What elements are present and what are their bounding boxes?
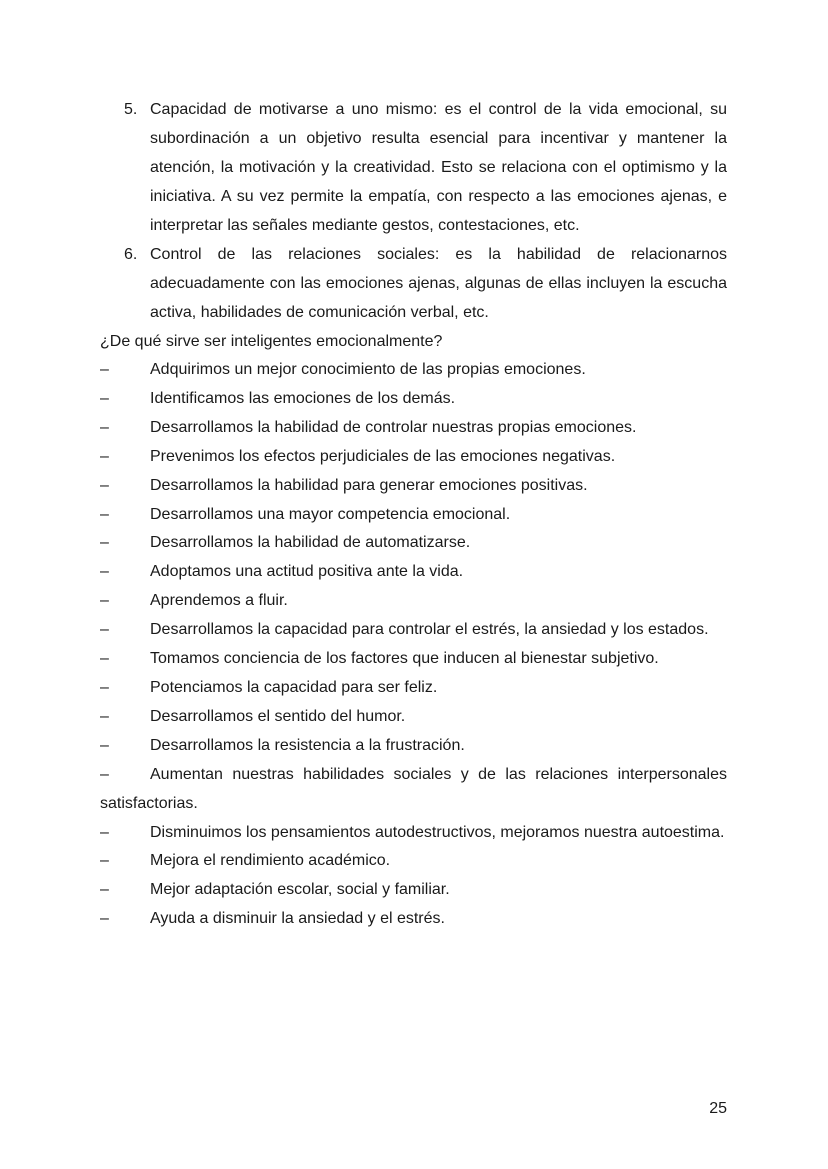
list-item — [100, 356, 727, 385]
list-item — [100, 761, 727, 819]
list-item — [100, 587, 727, 616]
list-item — [100, 472, 727, 501]
dash-bullet: – — [100, 592, 109, 610]
list-item-text: Ayuda a disminuir la ansiedad y el estrés. — [150, 910, 445, 928]
dash-bullet: – — [100, 621, 109, 639]
list-item — [100, 501, 727, 530]
list-item-text: Desarrollamos el sentido del humor. — [150, 707, 406, 725]
list-item — [100, 645, 727, 674]
dash-bullet: – — [100, 765, 109, 783]
dash-bullet: – — [100, 534, 109, 552]
dash-bullet: – — [100, 678, 109, 696]
list-item-text: Desarrollamos la habilidad para generar emociones positivas. — [150, 476, 588, 494]
item-number: 5. — [124, 101, 138, 118]
list-item-text: Desarrollamos la resistencia a la frustración. — [150, 736, 465, 754]
section-question: ¿De qué sirve ser inteligentes emocionalmente? — [100, 333, 443, 350]
list-item — [100, 674, 727, 703]
benefits-list — [100, 356, 727, 934]
dash-bullet: – — [100, 852, 109, 870]
dash-bullet: – — [100, 505, 109, 523]
list-item — [100, 819, 727, 848]
numbered-item-5 — [124, 95, 727, 240]
list-item-text: Adoptamos una actitud positiva ante la vida. — [150, 563, 464, 581]
list-item-text: Identificamos las emociones de los demás. — [150, 389, 456, 407]
list-item-text: Tomamos conciencia de los factores que inducen al bienestar subjetivo. — [150, 650, 659, 668]
dash-bullet: – — [100, 389, 109, 407]
list-item — [100, 558, 727, 587]
list-item — [100, 414, 727, 443]
list-item-text: Potenciamos la capacidad para ser feliz. — [150, 678, 438, 696]
dash-bullet: – — [100, 476, 109, 494]
list-item-text: Mejora el rendimiento académico. — [150, 852, 391, 870]
list-item — [100, 847, 727, 876]
dash-bullet: – — [100, 736, 109, 754]
dash-bullet: – — [100, 650, 109, 668]
dash-bullet: – — [100, 418, 109, 436]
list-item — [100, 443, 727, 472]
dash-bullet: – — [100, 881, 109, 899]
list-item — [100, 905, 727, 934]
item-text: Capacidad de motivarse a uno mismo: es el control de la vida emocional, su subordinación a un objetivo resulta esencial para incentivar y mantener la atención, la motivación y la creatividad. Esto se relaciona con el optimismo y la iniciativa. A su vez permite la empatía, con respecto a las emociones ajenas, e interpretar las señales mediante gestos, contestaciones, etc. — [150, 101, 727, 234]
list-item-text: Disminuimos los pensamientos autodestructivos, mejoramos nuestra autoestima. — [150, 823, 725, 841]
page-number: 25 — [709, 1100, 727, 1117]
list-item — [100, 703, 727, 732]
list-item-text: Mejor adaptación escolar, social y familiar. — [150, 881, 450, 899]
dash-bullet: – — [100, 361, 109, 378]
dash-bullet: – — [100, 707, 109, 725]
dash-bullet: – — [100, 823, 109, 841]
list-item — [100, 732, 727, 761]
list-item-text: Aprendemos a fluir. — [150, 592, 288, 610]
dash-bullet: – — [100, 910, 109, 928]
list-item-text: Adquirimos un mejor conocimiento de las propias emociones. — [150, 361, 586, 378]
item-text: Control de las relaciones sociales: es la habilidad de relacionarnos adecuadamente con las emociones ajenas, algunas de ellas incluyen la escucha activa, habilidades de comunicación verbal, etc. — [150, 246, 727, 321]
list-item-text: Desarrollamos una mayor competencia emocional. — [150, 505, 511, 523]
list-item — [100, 385, 727, 414]
list-item-text: Desarrollamos la capacidad para controlar el estrés, la ansiedad y los estados. — [150, 621, 709, 639]
list-item-text: Desarrollamos la habilidad de automatizarse. — [150, 534, 471, 552]
list-item-text: Prevenimos los efectos perjudiciales de las emociones negativas. — [150, 447, 616, 465]
list-item-text: Aumentan nuestras habilidades sociales y de las relaciones interpersonales satisfactorias. — [100, 765, 727, 812]
dash-bullet: – — [100, 447, 109, 465]
numbered-item-6 — [124, 240, 727, 327]
list-item-text: Desarrollamos la habilidad de controlar nuestras propias emociones. — [150, 418, 637, 436]
list-item — [100, 529, 727, 558]
item-number: 6. — [124, 246, 138, 263]
list-item — [100, 876, 727, 905]
dash-bullet: – — [100, 563, 109, 581]
list-item — [100, 616, 727, 645]
